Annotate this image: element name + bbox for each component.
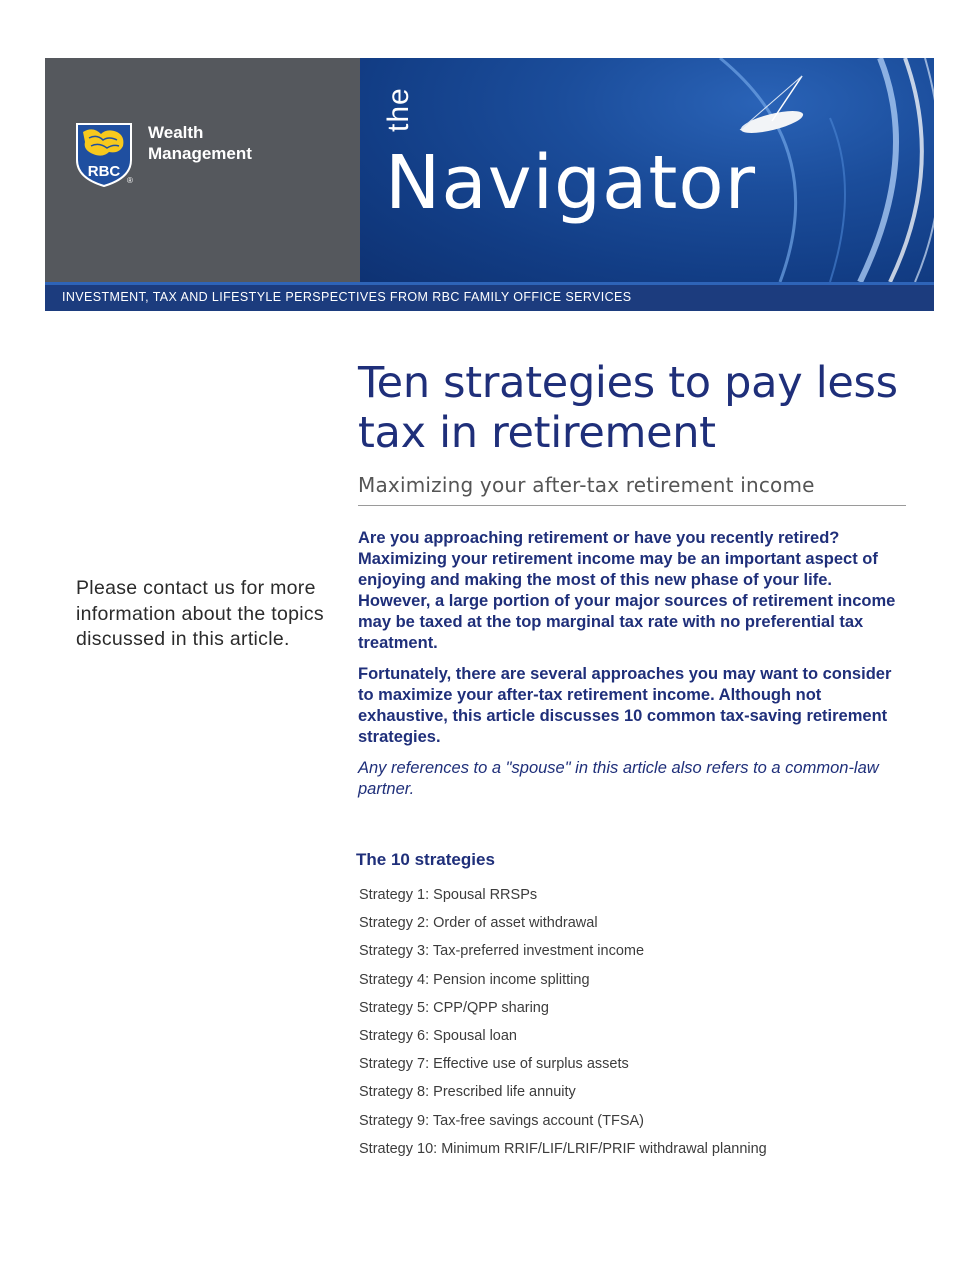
list-item: Strategy 8: Prescribed life annuity — [359, 1084, 576, 1101]
contact-note: Please contact us for more information about the topics discussed in this article. — [76, 577, 324, 650]
list-item: Strategy 5: CPP/QPP sharing — [359, 999, 549, 1016]
article-title: Ten strategies to pay less tax in retirement — [358, 358, 898, 458]
article-subtitle: Maximizing your after-tax retirement income — [358, 473, 906, 506]
strategies-heading: The 10 strategies — [356, 850, 495, 869]
list-item: Strategy 6: Spousal loan — [359, 1027, 517, 1044]
list-item: Strategy 9: Tax-free savings account (TFSA) — [359, 1112, 645, 1129]
publication-title: Navigator — [385, 140, 757, 226]
strategies-list — [359, 884, 767, 1166]
brand-panel — [45, 58, 360, 282]
navigator-title-panel — [360, 58, 934, 282]
rbc-lion-shield-logo — [73, 120, 135, 188]
list-item: Strategy 2: Order of asset withdrawal — [359, 915, 598, 932]
svg-text:RBC: RBC — [87, 163, 121, 180]
the-word: the — [382, 87, 415, 132]
list-item: Strategy 10: Minimum RRIF/LIF/LRIF/PRIF withdrawal planning — [359, 1140, 767, 1157]
article — [358, 358, 906, 810]
list-item: Strategy 1: Spousal RRSPs — [359, 887, 538, 903]
intro-paragraph: Fortunately, there are several approaches you may want to consider to maximize your after-tax retirement income. Although not exhaustive, this article discusses 10 common tax-saving retirement strategies. — [358, 665, 892, 746]
masthead-banner — [45, 58, 934, 311]
list-item: Strategy 4: Pension income splitting — [359, 971, 590, 988]
tagline-bar — [45, 282, 934, 311]
list-item: Strategy 3: Tax-preferred investment income — [359, 943, 645, 960]
intro-paragraph: Are you approaching retirement or have you recently retired? Maximizing your retirement income may be an important aspect of enjoying and making the most of this new phase of your life. However, a large portion of your major sources of retirement income may be taxed at the top marginal tax rate with no preferential tax treatment. — [358, 529, 896, 652]
registered-mark: ® — [127, 176, 133, 185]
list-item: Strategy 7: Effective use of surplus assets — [359, 1056, 629, 1073]
tagline-text: INVESTMENT, TAX AND LIFESTYLE PERSPECTIVES FROM RBC FAMILY OFFICE SERVICES — [62, 290, 632, 304]
brand-wordmark: Wealth Management — [148, 123, 252, 163]
spouse-note: Any references to a "spouse" in this article also refers to a common-law partner. — [358, 759, 879, 798]
intro-text — [358, 528, 906, 800]
